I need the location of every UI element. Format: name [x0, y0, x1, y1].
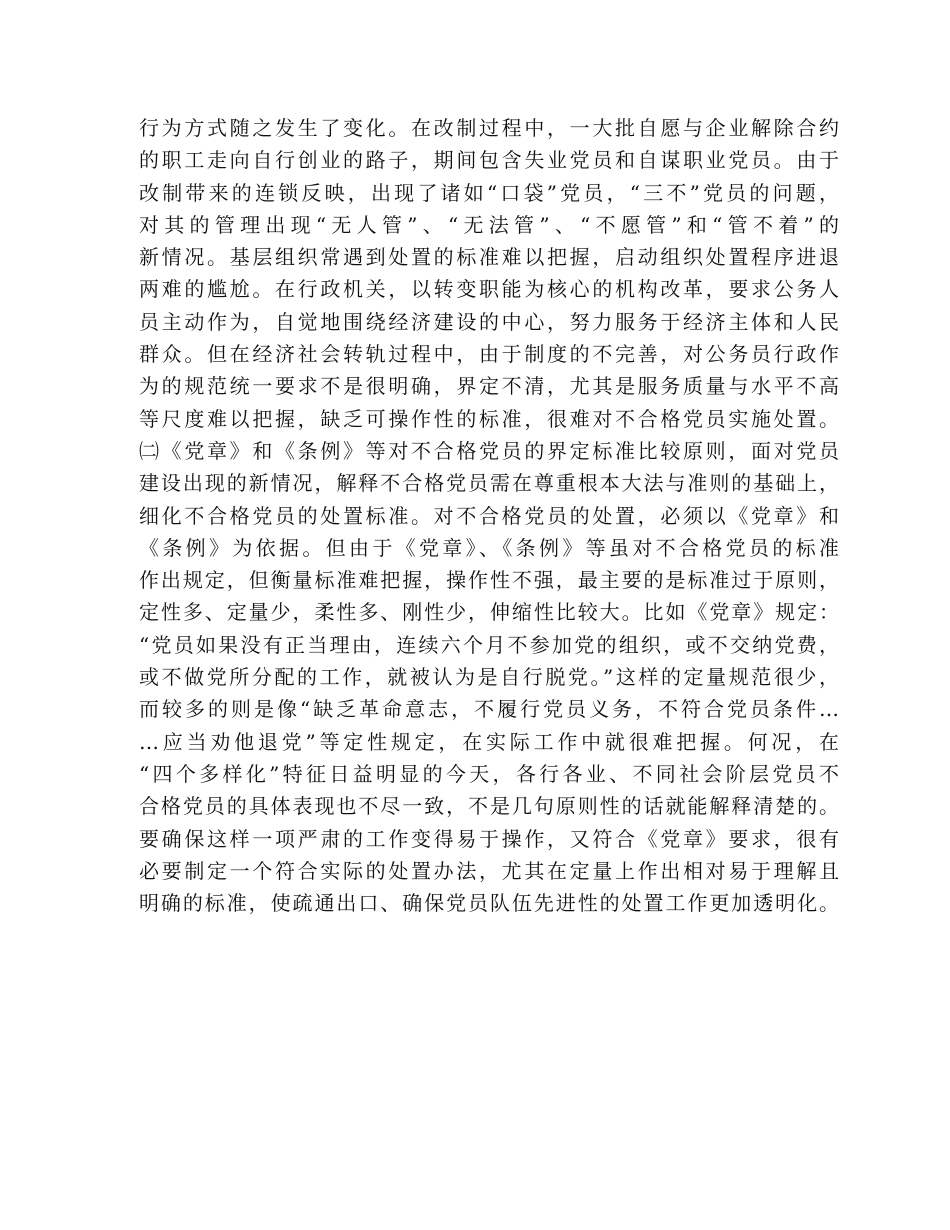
text-line: 群众。但在经济社会转轨过程中，由于制度的不完善，对公务员行政作 [139, 342, 839, 367]
text-line: 等尺度难以把握，缺乏可操作性的标准，很难对不合格党员实施处置。 [139, 406, 839, 431]
text-line: 而较多的则是像“缺乏革命意志，不履行党员义务，不符合党员条件… [139, 697, 839, 722]
text-line: 新情况。基层组织常遇到处置的标准难以把握，启动组织处置程序进退 [139, 245, 839, 270]
body-text [139, 112, 839, 919]
text-line: “四个多样化”特征日益明显的今天，各行各业、不同社会阶层党员不 [139, 761, 839, 786]
text-line: 两难的尴尬。在行政机关，以转变职能为核心的机构改革，要求公务人 [139, 277, 839, 302]
text-line: 员主动作为，自觉地围绕经济建设的中心，努力服务于经济主体和人民 [139, 309, 839, 334]
text-line: 明确的标准，使疏通出口、确保党员队伍先进性的处置工作更加透明化。 [139, 891, 839, 916]
text-line: 细化不合格党员的处置标准。对不合格党员的处置，必须以《党章》和 [139, 503, 839, 528]
text-line: “党员如果没有正当理由，连续六个月不参加党的组织，或不交纳党费， [139, 632, 839, 657]
text-line: 建设出现的新情况，解释不合格党员需在尊重根本大法与准则的基础上， [139, 471, 839, 496]
text-line: 行为方式随之发生了变化。在改制过程中，一大批自愿与企业解除合约 [139, 116, 839, 140]
text-line: 合格党员的具体表现也不尽一致，不是几句原则性的话就能解释清楚的。 [139, 794, 839, 819]
text-line: 作出规定，但衡量标准难把握，操作性不强，最主要的是标准过于原则， [139, 568, 839, 593]
text-line: 必要制定一个符合实际的处置办法，尤其在定量上作出相对易于理解且 [139, 858, 839, 883]
text-line: 为的规范统一要求不是很明确，界定不清，尤其是服务质量与水平不高 [139, 374, 839, 399]
text-line: 或不做党所分配的工作，就被认为是自行脱党。”这样的定量规范很少， [139, 665, 839, 690]
text-line: …应当劝他退党”等定性规定，在实际工作中就很难把握。何况，在 [139, 729, 839, 754]
text-line: 对其的管理出现“无人管”、“无法管”、“不愿管”和“管不着”的 [139, 212, 839, 237]
text-line: 定性多、定量少，柔性多、刚性少，伸缩性比较大。比如《党章》规定： [139, 600, 839, 625]
text-line: 改制带来的连锁反映，出现了诸如“口袋”党员，“三不”党员的问题， [139, 180, 839, 205]
text-line: 的职工走向自行创业的路子，期间包含失业党员和自谋职业党员。由于 [139, 148, 839, 173]
text-line: 要确保这样一项严肃的工作变得易于操作，又符合《党章》要求，很有 [139, 826, 839, 851]
text-line: 《条例》为依据。但由于《党章》、《条例》等虽对不合格党员的标准 [139, 535, 839, 560]
text-line: ㈡《党章》和《条例》等对不合格党员的界定标准比较原则，面对党员 [139, 438, 839, 463]
